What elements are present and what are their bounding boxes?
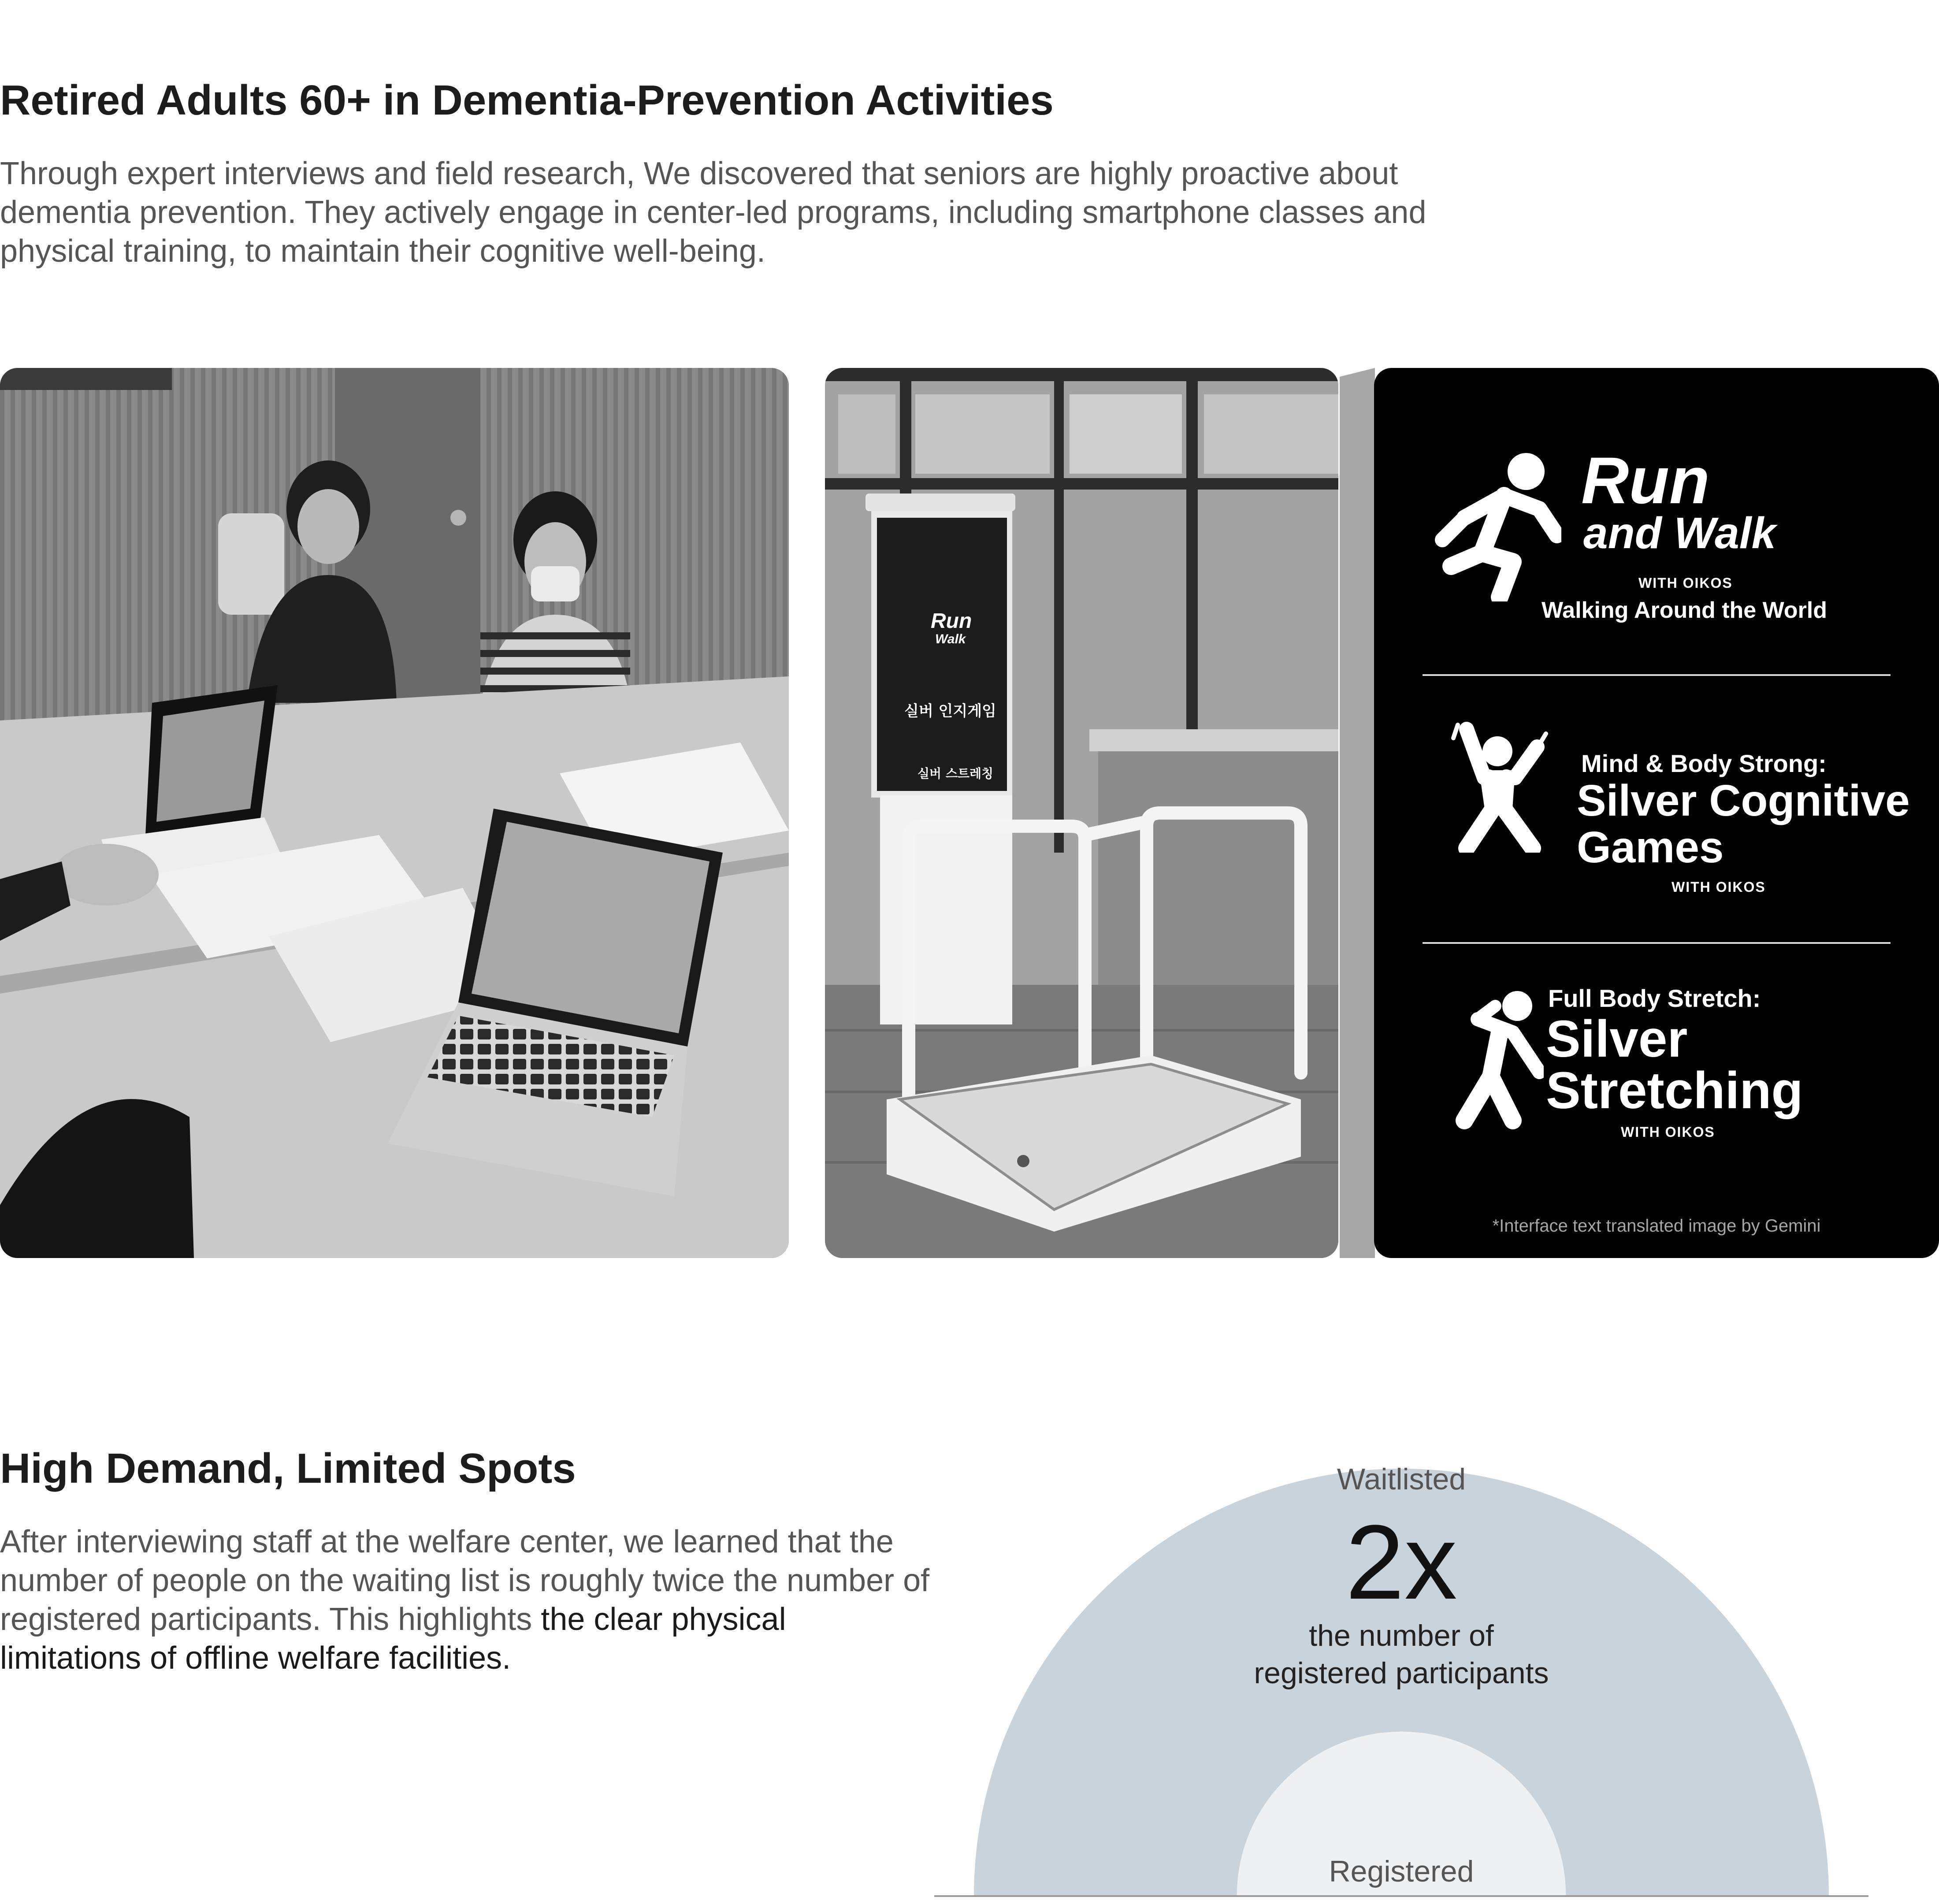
running-person-icon (1434, 452, 1561, 601)
program-divider-2 (1423, 942, 1891, 944)
program-divider-1 (1423, 674, 1891, 676)
kiosk-photo-illustration (825, 368, 1338, 1258)
program-card-run-walk[interactable] (1374, 368, 1939, 672)
section-description-activities (0, 154, 1498, 271)
program-title-run: Run (1581, 443, 1710, 517)
program-with-oikos-1: WITH OIKOS (1638, 575, 1733, 591)
kiosk-game-title: 실버 인지게임 (904, 702, 996, 720)
waitlist-chart (934, 1441, 1868, 1902)
kiosk-interface-panel (1374, 368, 1939, 1258)
program-card-cognitive-games[interactable] (1374, 676, 1939, 941)
section-title-demand: High Demand, Limited Spots (0, 1445, 576, 1492)
program-subtitle-walking-around: Walking Around the World (1542, 598, 1828, 623)
cheering-person-icon (1449, 720, 1550, 853)
interview-photo-illustration (0, 368, 789, 1258)
waitlisted-label: Waitlisted (1337, 1462, 1466, 1496)
section-title-activities: Retired Adults 60+ in Dementia-Prevention Activities (0, 77, 1054, 124)
translation-note: *Interface text translated image by Gemini (1492, 1216, 1821, 1236)
interview-photo (0, 368, 789, 1258)
program-title-and-walk: and Walk (1583, 508, 1776, 558)
ratio-caption-line-2: registered participants (1254, 1656, 1549, 1690)
waitlist-semicircle-chart (934, 1441, 1868, 1902)
description-line-1: Through expert interviews and field research, We discovered that seniors are highly proactive about (0, 156, 1398, 191)
program-title-silver-cognitive: Silver Cognitive (1577, 776, 1910, 825)
connector-shape (1340, 368, 1375, 1258)
program-pretitle-full-body: Full Body Stretch: (1548, 984, 1761, 1012)
description-line-3: physical training, to maintain their cognitive well-being. (0, 234, 765, 269)
description-emphasis-text: the clear physical limitations of offline welfare facilities. (0, 1602, 786, 1676)
description-line-2: dementia prevention. They actively engage in center-led programs, including smartphone classes and (0, 195, 1426, 230)
program-with-oikos-2: WITH OIKOS (1672, 879, 1766, 895)
stretching-person-icon (1451, 988, 1544, 1129)
kiosk-photo (825, 368, 1338, 1258)
ratio-value: 2x (1345, 1503, 1457, 1621)
program-with-oikos-3: WITH OIKOS (1621, 1124, 1715, 1140)
panel-connector (1340, 368, 1375, 1258)
registered-label: Registered (1329, 1855, 1474, 1888)
program-title-silver: Silver (1546, 1010, 1688, 1068)
kiosk-run-title: Run (931, 609, 972, 633)
kiosk-stretch-title: 실버 스트레칭 (917, 766, 994, 781)
kiosk-walk-title: Walk (935, 632, 966, 646)
program-title-stretching: Stretching (1546, 1061, 1803, 1120)
ratio-caption-line-1: the number of (1309, 1619, 1494, 1652)
section-description-demand (0, 1522, 930, 1678)
program-pretitle-mind-body: Mind & Body Strong: (1581, 750, 1827, 777)
program-card-stretching[interactable] (1374, 944, 1939, 1191)
description-plain-text: After interviewing staff at the welfare center, we learned that the number of people on the waiting list is roughly twice the number of registered participants. This highlights (0, 1524, 930, 1637)
program-title-games: Games (1577, 823, 1724, 872)
